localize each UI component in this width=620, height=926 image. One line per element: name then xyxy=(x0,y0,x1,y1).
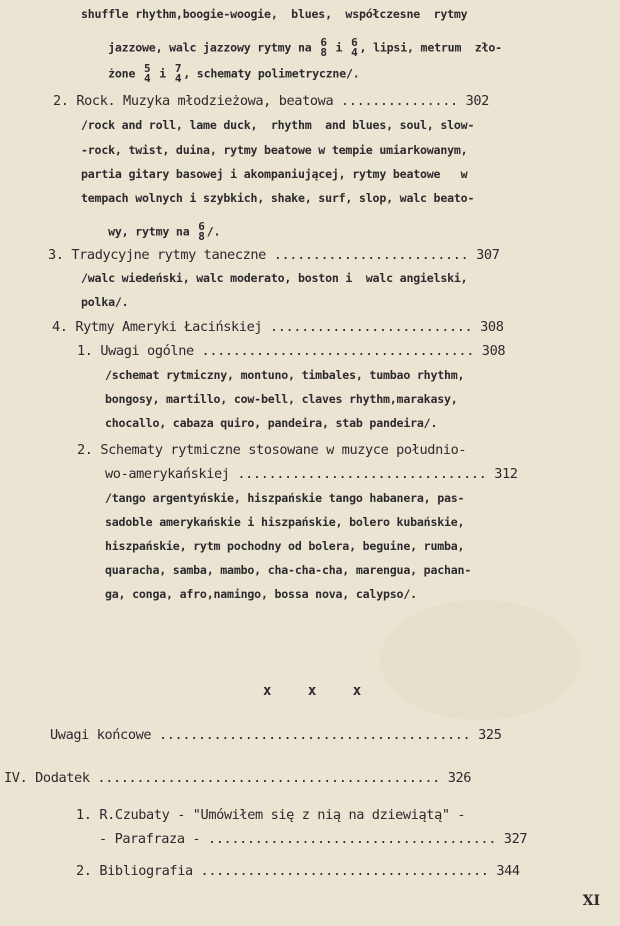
intro-line-3-text: żone xyxy=(108,66,143,81)
paper-stain xyxy=(380,600,580,720)
body-line: sadoble amerykańskie i hiszpańskie, bolero kubańskie, xyxy=(105,515,465,529)
toc-entry-bibliografia xyxy=(76,863,520,879)
body-line-text: wy, rytmy na xyxy=(108,224,197,239)
toc-entry-parafraza xyxy=(99,831,527,847)
toc-entry-uwagi-koncowe xyxy=(50,727,502,743)
body-line-end: /. xyxy=(206,224,221,239)
conj-i-2: i xyxy=(159,66,167,81)
intro-line-2-end: , lipsi, metrum zło- xyxy=(359,40,502,55)
toc-entry-label: 2. Rock. Muzyka młodzieżowa, beatowa ............... xyxy=(53,93,458,109)
body-line: partia gitary basowej i akompaniującej, rytmy beatowe w xyxy=(81,167,468,181)
toc-entry-rock xyxy=(53,93,489,109)
toc-page-number: 312 xyxy=(494,466,518,482)
body-line: /tango argentyńskie, hiszpańskie tango habanera, pas- xyxy=(105,491,465,505)
toc-entry-label: - Parafraza - ..................................... xyxy=(99,831,496,847)
body-line: bongosy, martillo, cow-bell, claves rhythm,marakasy, xyxy=(105,392,458,406)
fraction-6-4: 6 4 xyxy=(351,36,358,59)
toc-entry-schematy xyxy=(105,466,518,482)
toc-page-number: 325 xyxy=(478,727,502,743)
body-line: /schemat rytmiczny, montuno, timbales, tumbao rhythm, xyxy=(105,368,465,382)
body-line: quaracha, samba, mambo, cha-cha-cha, marengua, pachan- xyxy=(105,563,472,577)
toc-entry-label: 2. Bibliografia ..................................... xyxy=(76,863,489,879)
intro-line-2-text: jazzowe, walc jazzowy rytmy na xyxy=(108,40,319,55)
body-line: /rock and roll, lame duck, rhythm and blues, soul, slow- xyxy=(81,118,475,132)
fraction-6-8-b: 6 8 xyxy=(198,220,205,243)
toc-entry-tradycyjne xyxy=(48,247,500,263)
section-separator: x x x xyxy=(263,683,376,699)
body-line: ga, conga, afro,namingo, bossa nova, calypso/. xyxy=(105,587,417,601)
toc-entry-dodatek xyxy=(4,770,471,786)
toc-page-number: 308 xyxy=(481,343,506,359)
toc-entry-uwagi-ogolne xyxy=(77,343,505,359)
fraction-7-4: 7 4 xyxy=(174,62,182,85)
toc-heading-czubaty: 1. R.Czubaty - "Umówiłem się z nią na dziewiątą" - xyxy=(76,807,466,823)
body-line: hiszpańskie, rytm pochodny od bolera, beguine, rumba, xyxy=(105,539,465,553)
conj-i-1: i xyxy=(335,40,343,55)
intro-line-1: shuffle rhythm,boogie-woogie, blues, współczesne rytmy xyxy=(81,7,468,21)
body-line: polka/. xyxy=(81,295,129,309)
toc-page-number: 344 xyxy=(496,863,520,879)
toc-entry-label: 1. Uwagi ogólne ................................... xyxy=(77,343,474,359)
toc-heading-schematy: 2. Schematy rytmiczne stosowane w muzyce południo- xyxy=(77,442,467,458)
toc-page-number: 308 xyxy=(480,319,504,335)
toc-page-number: 327 xyxy=(503,831,528,847)
toc-entry-label: wo-amerykańskiej ................................ xyxy=(105,466,487,482)
intro-line-3-end: , schematy polimetryczne/. xyxy=(183,66,360,81)
toc-entry-label: Uwagi końcowe ........................................ xyxy=(50,727,471,743)
body-line: -rock, twist, duina, rytmy beatowe w tempie umiarkowanym, xyxy=(81,143,468,157)
toc-entry-label: 4. Rytmy Ameryki Łacińskiej .......................... xyxy=(52,319,473,335)
fraction-6-8: 6 8 xyxy=(320,36,327,59)
body-line: chocallo, cabaza quiro, pandeira, stab pandeira/. xyxy=(105,416,438,430)
body-line: /walc wiedeński, walc moderato, boston i walc angielski, xyxy=(81,271,468,285)
fraction-5-4: 5 4 xyxy=(144,62,151,85)
toc-page-number: 307 xyxy=(476,247,500,263)
toc-entry-ameryki xyxy=(52,319,504,335)
toc-entry-label: IV. Dodatek ............................................ xyxy=(4,770,440,786)
page-folio: XI xyxy=(582,893,600,909)
toc-entry-label: 3. Tradycyjne rytmy taneczne ......................... xyxy=(48,247,469,263)
toc-page-number: 326 xyxy=(447,770,472,786)
toc-page-number: 302 xyxy=(465,93,489,109)
body-line: tempach wolnych i szybkich, shake, surf, slop, walc beato- xyxy=(81,191,475,205)
